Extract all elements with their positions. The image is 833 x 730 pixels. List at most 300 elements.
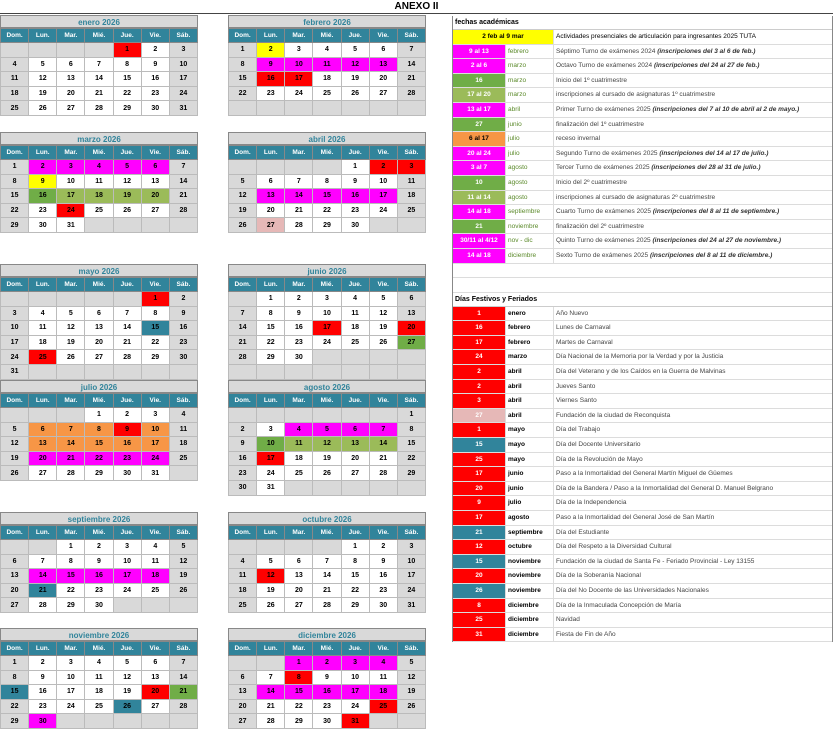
academic-month: marzo: [505, 88, 553, 102]
holiday-day: 17: [453, 467, 505, 481]
month-table: [0, 525, 198, 613]
weekday-header: Sáb.: [169, 278, 197, 292]
day-cell: 7: [85, 57, 113, 72]
holiday-row: [453, 496, 832, 511]
day-cell: 9: [369, 554, 397, 569]
day-cell: 27: [341, 466, 369, 481]
day-cell: [29, 408, 57, 423]
day-cell: 3: [1, 306, 29, 321]
day-cell: 20: [141, 685, 169, 700]
day-cell: 13: [229, 685, 257, 700]
day-cell: 25: [1, 101, 29, 116]
day-cell: 20: [369, 72, 397, 87]
day-cell: [141, 598, 169, 613]
holiday-day: 2: [453, 380, 505, 394]
day-cell: 24: [397, 583, 425, 598]
holiday-day: 1: [453, 423, 505, 437]
day-cell: 8: [1, 670, 29, 685]
day-cell: 22: [85, 451, 113, 466]
holiday-row: [453, 467, 832, 482]
month-calendar: [228, 628, 426, 729]
holiday-description: Día de la Independencia: [553, 496, 832, 510]
day-cell: 3: [113, 540, 141, 555]
holiday-description: Fiesta de Fin de Año: [553, 628, 832, 642]
day-cell: 27: [257, 218, 285, 233]
day-cell: 10: [113, 554, 141, 569]
weekday-header: Lun.: [29, 642, 57, 656]
day-cell: 13: [285, 569, 313, 584]
academic-dates: 16: [453, 74, 505, 88]
day-cell: 20: [229, 699, 257, 714]
holiday-row: [453, 438, 832, 453]
day-cell: 6: [341, 422, 369, 437]
weekday-header: Mié.: [85, 278, 113, 292]
day-cell: 29: [397, 466, 425, 481]
day-cell: 22: [1, 203, 29, 218]
academic-description: inscripciones al cursado de asignaturas 1º cuatrimestre: [553, 88, 832, 102]
day-cell: 1: [141, 292, 169, 307]
day-cell: 15: [1, 189, 29, 204]
day-cell: 22: [285, 699, 313, 714]
month-calendar: [0, 628, 198, 729]
holiday-day: 3: [453, 394, 505, 408]
day-cell: 8: [257, 306, 285, 321]
day-cell: 24: [57, 203, 85, 218]
academic-month: agosto: [505, 161, 553, 175]
day-cell: 18: [29, 335, 57, 350]
day-cell: 16: [29, 189, 57, 204]
day-cell: 1: [1, 656, 29, 671]
day-cell: 4: [341, 292, 369, 307]
day-cell: 1: [341, 160, 369, 175]
holiday-row: [453, 482, 832, 497]
month-table: [0, 393, 198, 481]
academic-month: nov - dic: [505, 234, 553, 248]
academic-month: julio: [505, 132, 553, 146]
day-cell: 1: [57, 540, 85, 555]
day-cell: [1, 43, 29, 58]
day-cell: 31: [169, 101, 197, 116]
day-cell: 2: [257, 43, 285, 58]
day-cell: 23: [341, 203, 369, 218]
day-cell: 3: [341, 656, 369, 671]
day-cell: 24: [169, 86, 197, 101]
holiday-description: Día de la Bandera / Paso a la Inmortalidad del General D. Manuel Belgrano: [553, 482, 832, 496]
day-cell: 15: [85, 437, 113, 452]
day-cell: 28: [369, 466, 397, 481]
day-cell: 1: [285, 656, 313, 671]
holiday-day: 1: [453, 307, 505, 321]
weekday-header: Lun.: [29, 394, 57, 408]
day-cell: 12: [341, 57, 369, 72]
academic-note: (inscripciones del 8 al 11 de diciembre.): [649, 251, 773, 259]
holiday-day: 17: [453, 511, 505, 525]
day-cell: 16: [285, 321, 313, 336]
day-cell: [29, 540, 57, 555]
day-cell: 20: [1, 583, 29, 598]
day-cell: 9: [29, 174, 57, 189]
day-cell: 17: [57, 189, 85, 204]
day-cell: 14: [85, 72, 113, 87]
weekday-header: Mié.: [85, 146, 113, 160]
day-cell: 20: [85, 335, 113, 350]
day-cell: [257, 101, 285, 116]
day-cell: 18: [85, 685, 113, 700]
day-cell: 19: [369, 321, 397, 336]
day-cell: 22: [1, 699, 29, 714]
day-cell: 14: [257, 685, 285, 700]
spacer: [453, 278, 832, 293]
weekday-header: Mié.: [313, 526, 341, 540]
day-cell: 7: [257, 670, 285, 685]
academic-description: finalización del 1º cuatrimestre: [553, 118, 832, 132]
day-cell: 26: [169, 583, 197, 598]
document-title: ANEXO II: [0, 0, 833, 14]
day-cell: 10: [341, 670, 369, 685]
month-name: mayo 2026: [0, 264, 198, 277]
day-cell: 9: [169, 306, 197, 321]
academic-row: [453, 176, 832, 191]
academic-dates: 10: [453, 176, 505, 190]
holiday-month: junio: [505, 467, 553, 481]
weekday-header: Jue.: [113, 394, 141, 408]
weekday-header: Dom.: [1, 642, 29, 656]
day-cell: 8: [1, 174, 29, 189]
academic-row: [453, 74, 832, 89]
weekday-header: Mié.: [313, 394, 341, 408]
day-cell: [341, 350, 369, 365]
day-cell: 24: [257, 466, 285, 481]
day-cell: 14: [285, 189, 313, 204]
day-cell: 13: [369, 57, 397, 72]
day-cell: 23: [257, 86, 285, 101]
day-cell: 26: [257, 598, 285, 613]
holiday-row: [453, 365, 832, 380]
weekday-header: Sáb.: [169, 146, 197, 160]
day-cell: 19: [113, 685, 141, 700]
holiday-description: Día del Estudiante: [553, 526, 832, 540]
day-cell: 23: [113, 451, 141, 466]
day-cell: [29, 43, 57, 58]
day-cell: 2: [369, 160, 397, 175]
academic-row: [453, 118, 832, 133]
day-cell: [141, 218, 169, 233]
day-cell: [29, 292, 57, 307]
weekday-header: Jue.: [341, 29, 369, 43]
day-cell: [313, 480, 341, 495]
holiday-description: Día del No Docente de las Universidades Nacionales: [553, 584, 832, 598]
academic-description: inscripciones al cursado de asignaturas 2º cuatrimestre: [553, 191, 832, 205]
weekday-header: Lun.: [257, 526, 285, 540]
weekday-header: Jue.: [113, 278, 141, 292]
holiday-month: octubre: [505, 540, 553, 554]
day-cell: 27: [369, 86, 397, 101]
day-cell: 25: [397, 203, 425, 218]
academic-list: [453, 30, 832, 264]
day-cell: [369, 480, 397, 495]
day-cell: 25: [85, 203, 113, 218]
weekday-header: Vie.: [369, 642, 397, 656]
day-cell: 15: [341, 569, 369, 584]
day-cell: 19: [57, 335, 85, 350]
academic-row: [453, 132, 832, 147]
weekday-header: Mié.: [85, 526, 113, 540]
academic-month: diciembre: [505, 249, 553, 263]
day-cell: 4: [285, 422, 313, 437]
day-cell: 19: [397, 685, 425, 700]
day-cell: 19: [1, 451, 29, 466]
academic-description: finalización del 2º cuatrimestre: [553, 220, 832, 234]
month-table: [0, 145, 198, 233]
holiday-row: [453, 540, 832, 555]
academic-dates: 6 al 17: [453, 132, 505, 146]
academic-row: [453, 103, 832, 118]
weekday-header: Dom.: [229, 394, 257, 408]
day-cell: [313, 160, 341, 175]
day-cell: 13: [1, 569, 29, 584]
day-cell: 15: [1, 685, 29, 700]
day-cell: 9: [29, 670, 57, 685]
day-cell: 21: [397, 72, 425, 87]
academic-row: [453, 161, 832, 176]
month-table: [228, 641, 426, 729]
holiday-description: Día del Docente Universitario: [553, 438, 832, 452]
day-cell: [169, 466, 197, 481]
day-cell: 22: [113, 86, 141, 101]
day-cell: [285, 160, 313, 175]
day-cell: [397, 714, 425, 729]
day-cell: 15: [257, 321, 285, 336]
weekday-header: Dom.: [1, 526, 29, 540]
weekday-header: Vie.: [141, 146, 169, 160]
day-cell: [397, 480, 425, 495]
weekday-header: Jue.: [113, 29, 141, 43]
day-cell: 19: [229, 203, 257, 218]
day-cell: 25: [229, 598, 257, 613]
day-cell: 3: [141, 408, 169, 423]
academic-description: Primer Turno de exámenes 2025 (inscripciones del 7 al 10 de abril al 2 de mayo.): [553, 103, 832, 117]
holiday-month: noviembre: [505, 555, 553, 569]
day-cell: [369, 101, 397, 116]
day-cell: 22: [57, 583, 85, 598]
month-calendar: [228, 264, 426, 380]
month-name: septiembre 2026: [0, 512, 198, 525]
weekday-header: Sáb.: [397, 642, 425, 656]
academic-row: [453, 234, 832, 249]
day-cell: 15: [113, 72, 141, 87]
day-cell: 16: [113, 437, 141, 452]
weekday-header: Mié.: [85, 29, 113, 43]
day-cell: 4: [313, 43, 341, 58]
day-cell: 12: [397, 670, 425, 685]
weekday-header: Vie.: [369, 29, 397, 43]
weekday-header: Sáb.: [169, 29, 197, 43]
day-cell: 22: [341, 583, 369, 598]
day-cell: 13: [141, 670, 169, 685]
academic-row: [453, 220, 832, 235]
weekday-header: Mar.: [57, 394, 85, 408]
month-calendar: [228, 512, 426, 613]
day-cell: 20: [397, 321, 425, 336]
day-cell: 11: [29, 321, 57, 336]
day-cell: 13: [341, 437, 369, 452]
day-cell: 2: [285, 292, 313, 307]
day-cell: [369, 714, 397, 729]
day-cell: 16: [29, 685, 57, 700]
day-cell: 10: [57, 670, 85, 685]
academic-dates: 20 al 24: [453, 147, 505, 161]
day-cell: 16: [313, 685, 341, 700]
holiday-month: septiembre: [505, 526, 553, 540]
day-cell: 23: [285, 335, 313, 350]
month-name: diciembre 2026: [228, 628, 426, 641]
month-table: [0, 28, 198, 116]
holiday-day: 8: [453, 599, 505, 613]
day-cell: [257, 364, 285, 379]
day-cell: 21: [57, 451, 85, 466]
day-cell: 18: [141, 569, 169, 584]
day-cell: 24: [1, 350, 29, 365]
day-cell: [85, 43, 113, 58]
day-cell: 21: [85, 86, 113, 101]
day-cell: 25: [313, 86, 341, 101]
month-calendar: [0, 132, 198, 233]
day-cell: 7: [397, 43, 425, 58]
day-cell: [341, 408, 369, 423]
weekday-header: Dom.: [229, 29, 257, 43]
day-cell: 18: [341, 321, 369, 336]
academic-row: [453, 191, 832, 206]
holiday-month: diciembre: [505, 613, 553, 627]
holiday-row: [453, 453, 832, 468]
day-cell: 5: [57, 306, 85, 321]
holiday-day: 26: [453, 584, 505, 598]
day-cell: 26: [313, 466, 341, 481]
day-cell: 16: [141, 72, 169, 87]
day-cell: 15: [141, 321, 169, 336]
day-cell: 24: [113, 583, 141, 598]
weekday-header: Sáb.: [397, 278, 425, 292]
day-cell: 30: [169, 350, 197, 365]
day-cell: [113, 598, 141, 613]
day-cell: [369, 218, 397, 233]
weekday-header: Jue.: [113, 526, 141, 540]
weekday-header: Jue.: [341, 642, 369, 656]
month-table: [228, 145, 426, 233]
holiday-day: 2: [453, 365, 505, 379]
academic-dates: 27: [453, 118, 505, 132]
holiday-month: abril: [505, 365, 553, 379]
day-cell: 26: [229, 218, 257, 233]
day-cell: [397, 364, 425, 379]
day-cell: 24: [285, 86, 313, 101]
weekday-header: Mar.: [57, 526, 85, 540]
day-cell: 13: [141, 174, 169, 189]
day-cell: 7: [313, 554, 341, 569]
day-cell: [229, 160, 257, 175]
holiday-description: Martes de Carnaval: [553, 336, 832, 350]
day-cell: 9: [141, 57, 169, 72]
day-cell: [113, 292, 141, 307]
day-cell: 16: [257, 72, 285, 87]
day-cell: 22: [141, 335, 169, 350]
day-cell: 1: [113, 43, 141, 58]
day-cell: [229, 656, 257, 671]
day-cell: 22: [257, 335, 285, 350]
day-cell: 9: [229, 437, 257, 452]
day-cell: 4: [85, 656, 113, 671]
weekday-header: Mar.: [57, 146, 85, 160]
day-cell: 21: [257, 699, 285, 714]
day-cell: 2: [229, 422, 257, 437]
weekday-header: Lun.: [29, 526, 57, 540]
holiday-day: 25: [453, 613, 505, 627]
academic-month: noviembre: [505, 220, 553, 234]
academic-note: (inscripciones del 14 al 17 de julio.): [659, 149, 769, 157]
weekday-header: Lun.: [257, 394, 285, 408]
weekday-header: Jue.: [341, 278, 369, 292]
day-cell: 21: [369, 451, 397, 466]
holiday-month: noviembre: [505, 584, 553, 598]
day-cell: [229, 364, 257, 379]
month-name: julio 2026: [0, 380, 198, 393]
day-cell: 14: [313, 569, 341, 584]
month-name: octubre 2026: [228, 512, 426, 525]
day-cell: 20: [57, 86, 85, 101]
holiday-month: mayo: [505, 423, 553, 437]
day-cell: [313, 364, 341, 379]
day-cell: [85, 292, 113, 307]
academic-month: agosto: [505, 176, 553, 190]
academic-month: septiembre: [505, 205, 553, 219]
holiday-description: Año Nuevo: [553, 307, 832, 321]
day-cell: 11: [397, 174, 425, 189]
month-table: [228, 525, 426, 613]
day-cell: 21: [29, 583, 57, 598]
day-cell: 10: [57, 174, 85, 189]
day-cell: 28: [85, 101, 113, 116]
day-cell: 4: [141, 540, 169, 555]
academic-dates: 14 al 18: [453, 249, 505, 263]
day-cell: [1, 292, 29, 307]
weekday-header: Mar.: [57, 278, 85, 292]
weekday-header: Sáb.: [397, 146, 425, 160]
academic-dates: 30/11 al 4/12: [453, 234, 505, 248]
day-cell: 14: [229, 321, 257, 336]
holiday-month: noviembre: [505, 569, 553, 583]
day-cell: 12: [29, 72, 57, 87]
weekday-header: Dom.: [229, 526, 257, 540]
day-cell: 9: [285, 306, 313, 321]
day-cell: 1: [85, 408, 113, 423]
day-cell: 11: [341, 306, 369, 321]
day-cell: 2: [313, 656, 341, 671]
day-cell: 25: [85, 699, 113, 714]
weekday-header: Vie.: [141, 394, 169, 408]
academic-dates: 2 al 6: [453, 59, 505, 73]
holiday-day: 9: [453, 496, 505, 510]
academic-month: marzo: [505, 74, 553, 88]
day-cell: 10: [285, 57, 313, 72]
day-cell: 2: [29, 160, 57, 175]
weekday-header: Mar.: [285, 29, 313, 43]
day-cell: 10: [313, 306, 341, 321]
day-cell: 11: [285, 437, 313, 452]
month-name: enero 2026: [0, 15, 198, 28]
academic-dates: 17 al 20: [453, 88, 505, 102]
day-cell: 17: [113, 569, 141, 584]
weekday-header: Mar.: [285, 146, 313, 160]
